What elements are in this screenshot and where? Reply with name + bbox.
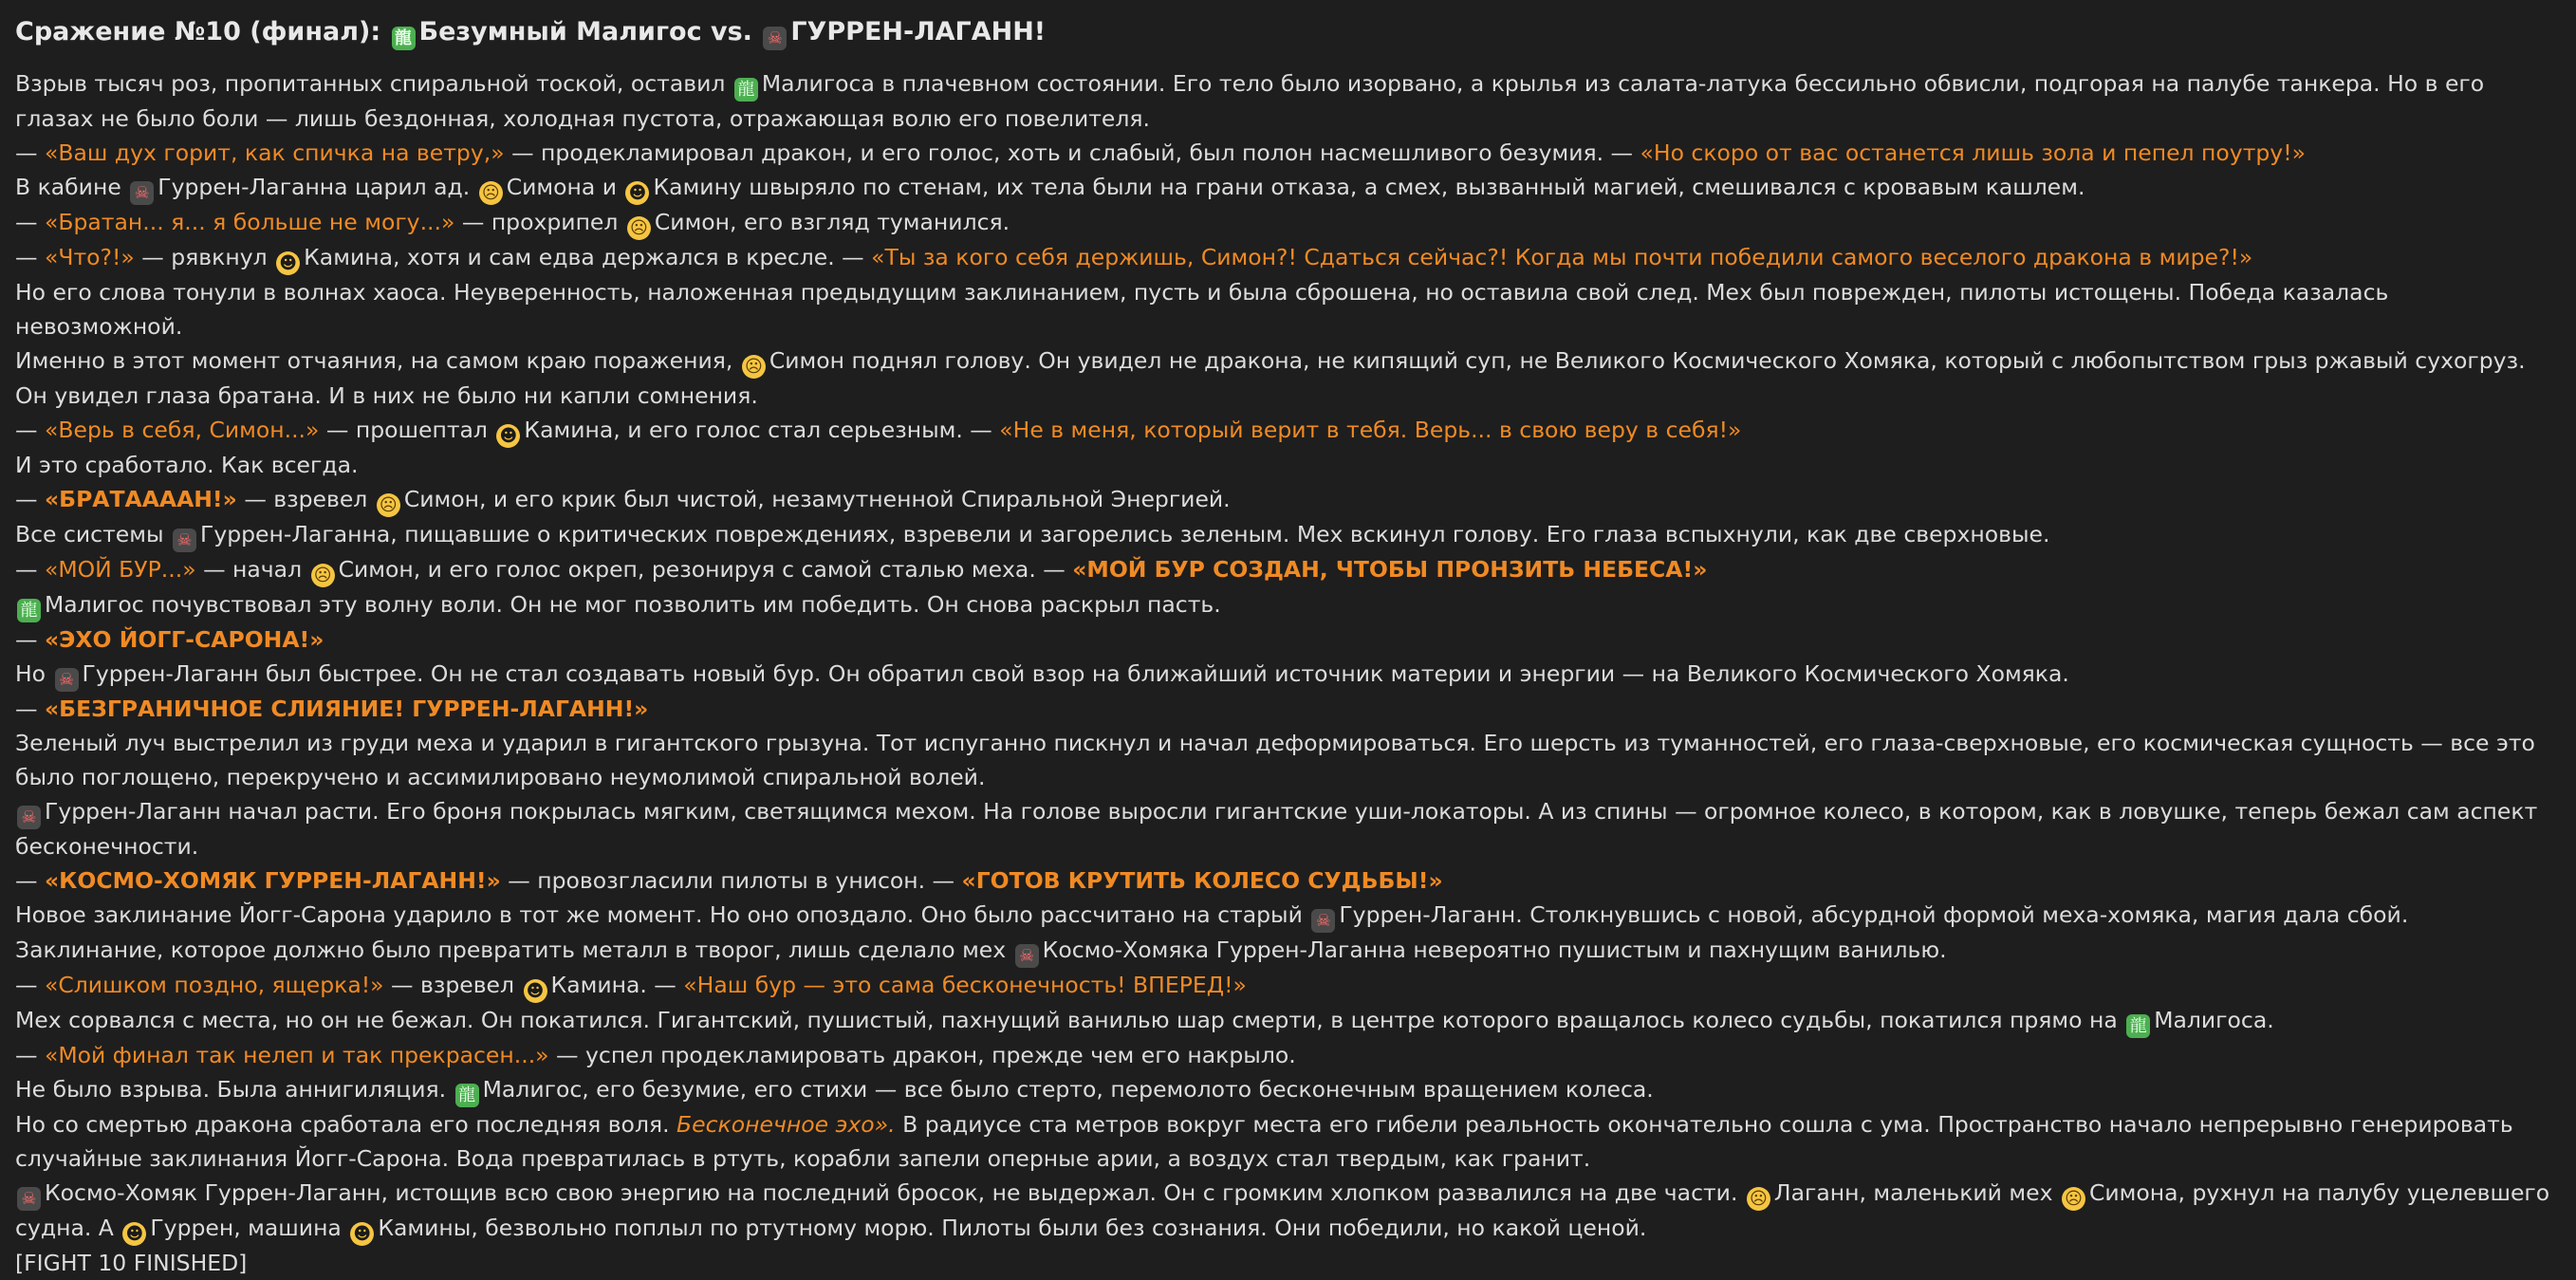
narration-text: Космо-Хомяк Гуррен-Лаганн, истощив всю свою энергию на последний бросок, не выдержал. Он с громким хлопком развалился на две части. [45,1179,1745,1206]
simon-face-icon: ☹ [1747,1187,1770,1211]
mecha-icon: ☠ [763,27,787,50]
dragon-icon: 龍 [455,1084,479,1107]
dragon-icon: 龍 [392,27,416,50]
narration-text: Малигос почувствовал эту волну воли. Он не мог позволить им победить. Он снова раскрыл пасть. [45,591,1221,618]
narration-text: Камины, безвольно поплыл по ртутному морю. Пилоты были без сознания. Они победили, но какой ценой. [378,1215,1647,1241]
kamina-sunglasses-icon: ☻ [276,251,300,275]
narration-text: — [15,139,45,166]
quote-text: Бесконечное эхо». [676,1111,896,1138]
simon-face-icon: ☹ [377,493,400,517]
narration-text: Не было взрыва. Была аннигиляция. [15,1076,454,1103]
story-paragraph [15,413,2561,448]
kamina-sunglasses-icon: ☻ [625,181,649,205]
mecha-icon: ☠ [173,529,196,552]
simon-face-icon: ☹ [627,216,651,240]
mecha-icon: ☠ [17,1187,41,1211]
mecha-icon: ☠ [130,181,154,205]
story-paragraph [15,482,2561,517]
narration-text: В кабине [15,174,129,200]
story-paragraph [15,657,2561,692]
narration-text: Но его слова тонули в волнах хаоса. Неуверенность, наложенная предыдущим заклинанием, пусть и была сброшена, но оставила свой след. Мех был поврежден, пилоты истощены. Победа казалась невозможной. [15,279,2396,340]
dragon-icon: 龍 [17,599,41,622]
story-paragraph [15,968,2561,1003]
narration-text: — [15,486,45,512]
story-paragraph [15,1072,2561,1107]
story-paragraph [15,136,2561,170]
message-body [15,66,2561,1280]
quote-text: «ГОТОВ КРУТИТЬ КОЛЕСО СУДЬБЫ!» [961,867,1443,894]
narration-text: Симон, его взгляд туманился. [654,209,1010,235]
story-paragraph [15,1107,2561,1176]
mecha-icon: ☠ [55,668,79,692]
narration-text: В радиусе ста метров вокруг места его гибели реальность окончательно сошла с ума. Пространство начало непрерывно генерировать случайные заклинания Йогг-Сарона. Вода превратилась в ртуть, корабли запели оперные арии, а воздух стал твердым, как гранит. [15,1111,2521,1172]
narration-text: Малигоса в плачевном состоянии. Его тело было изорвано, а крылья из салата-латука бессильно обвисли, подгорая на палубе танкера. Но в его глазах не было боли — лишь бездонная, холодная пустота, отражающая волю его повелителя. [15,70,2492,132]
quote-text: «Мой финал так нелеп и так прекрасен...» [44,1042,549,1068]
quote-text: «ЭХО ЙОГГ-САРОНА!» [44,626,324,653]
narration-text: ГУРРЕН-ЛАГАНН! [790,17,1047,46]
narration-text: Камина, хотя и сам едва держался в кресле. — [304,244,872,270]
dragon-icon: 龍 [734,78,758,102]
narration-text: Сражение №10 (финал): [15,17,390,46]
narration-text: — [15,244,45,270]
quote-text: «МОЙ БУР СОЗДАН, ЧТОБЫ ПРОНЗИТЬ НЕБЕСА!» [1072,556,1708,583]
quote-text: «Братан... я... я больше не могу...» [44,209,455,235]
story-paragraph [15,1176,2561,1246]
simon-face-icon: ☹ [742,355,766,379]
mecha-icon: ☠ [17,806,41,829]
narration-text: Зеленый луч выстрелил из груди меха и ударил в гигантского грызуна. Тот испуганно пискнул и начал деформироваться. Его шерсть из туманностей, его глаза-сверхновые, его космическая сущность — все это было поглощено, перекручено и ассимилировано неумолимой спиральной волей. [15,730,2543,790]
simon-face-icon: ☹ [479,181,503,205]
quote-text: «Наш бур — это сама бесконечность! ВПЕРЕД!» [683,972,1247,998]
narration-text: Гуррен-Лаганн был быстрее. Он не стал создавать новый бур. Он обратил свой взор на ближайший источник материи и энергии — на Великого Космического Хомяка. [82,660,2069,687]
simon-face-icon: ☹ [311,564,335,587]
narration-text: — [15,867,45,894]
quote-text: «Что?!» [44,244,135,270]
narration-text: Безумный Малигос vs. [418,17,762,46]
story-paragraph [15,1003,2561,1038]
story-paragraph [15,898,2561,968]
narration-text: Мех сорвался с места, но он не бежал. Он покатился. Гигантский, пушистый, пахнущий ванилью шар смерти, в центре которого вращалось колесо судьбы, покатился прямо на [15,1007,2125,1033]
narration-text: — [15,972,45,998]
story-paragraph [15,622,2561,657]
story-paragraph [15,517,2561,552]
narration-text: Малигос, его безумие, его стихи — все было стерто, перемолото бесконечным вращением колеса. [482,1076,1654,1103]
quote-text: «Ваш дух горит, как спичка на ветру,» [44,139,505,166]
narration-text: Но со смертью дракона сработала его последняя воля. [15,1111,677,1138]
kamina-sunglasses-icon: ☻ [524,979,547,1003]
story-paragraph [15,170,2561,205]
narration-text: — прошептал [319,417,495,443]
narration-text: — [15,417,45,443]
story-paragraph [15,552,2561,587]
narration-text: Симон поднял голову. Он увидел не дракона, не кипящий суп, не Великого Космического Хомяка, который с любопытством грыз ржавый сухогруз. Он увидел глаза братана. И в них не было ни капли сомнения. [15,347,2533,409]
narration-text: Камина, и его голос стал серьезным. — [524,417,1000,443]
story-paragraph [15,275,2561,343]
quote-text: «БРАТААААН!» [44,486,237,512]
narration-text: Гуррен-Лаганн. Столкнувшись с новой, абсурдной формой меха-хомяка, магия дала сбой. Заклинание, которое должно было превратить металл в творог, лишь сделало мех [15,901,2416,963]
narration-text: И это сработало. Как всегда. [15,452,359,478]
narration-text: Гуррен-Лаганн начал расти. Его броня покрылась мягким, светящимся мехом. На голове выросли гигантские уши-локаторы. А из спины — огромное колесо, в котором, как в ловушке, теперь бежал сам аспект бесконечности. [15,798,2545,860]
narration-text: — [15,209,45,235]
quote-text: «Ты за кого себя держишь, Симон?! Сдаться сейчас?! Когда мы почти победили самого веселого дракона в мире?!» [871,244,2253,270]
narration-text: [FIGHT 10 FINISHED] [15,1250,248,1276]
quote-text: «БЕЗГРАНИЧНОЕ СЛИЯНИЕ! ГУРРЕН-ЛАГАНН!» [44,696,649,722]
kamina-sunglasses-icon: ☻ [350,1222,374,1246]
story-paragraph [15,692,2561,726]
narration-text: — успел продекламировать дракон, прежде чем его накрыло. [548,1042,1296,1068]
narration-text: Симон, и его голос окреп, резонируя с самой сталью меха. — [338,556,1073,583]
dragon-icon: 龍 [2126,1014,2150,1038]
story-paragraph [15,587,2561,622]
narration-text: — [15,696,45,722]
narration-text: Взрыв тысяч роз, пропитанных спиральной тоской, оставил [15,70,732,97]
story-paragraph [15,66,2561,136]
narration-text: Гуррен-Лаганна, пищавшие о критических повреждениях, взревели и загорелись зеленым. Мех вскинул голову. Его глаза вспыхнули, как две сверхновые. [199,521,2050,547]
fight-title [15,11,2561,53]
narration-text: — начал [195,556,309,583]
kamina-sunglasses-icon: ☻ [122,1222,146,1246]
mecha-icon: ☠ [1015,944,1039,968]
story-paragraph [15,1246,2561,1280]
narration-text: — [15,626,45,653]
narration-text: Гуррен-Лаганна царил ад. [158,174,477,200]
story-paragraph [15,448,2561,482]
narration-text: — [15,1042,45,1068]
narration-text: — провозгласили пилоты в унисон. — [500,867,962,894]
narration-text: Но [15,660,53,687]
story-paragraph [15,726,2561,794]
quote-text: «КОСМО-ХОМЯК ГУРРЕН-ЛАГАНН!» [44,867,501,894]
story-paragraph [15,1038,2561,1072]
narration-text: Камина. — [550,972,684,998]
story-paragraph [15,205,2561,240]
story-paragraph [15,863,2561,898]
narration-text: — прохрипел [454,209,625,235]
narration-text: — [15,556,45,583]
quote-text: «Но скоро от вас останется лишь зола и пепел поутру!» [1640,139,2307,166]
narration-text: — продекламировал дракон, и его голос, хоть и слабый, был полон насмешливого безумия. — [504,139,1640,166]
narration-text: Симон, и его крик был чистой, незамутненной Спиральной Энергией. [403,486,1231,512]
story-paragraph [15,240,2561,275]
quote-text: «Верь в себя, Симон...» [44,417,320,443]
quote-text: «Не в меня, который верит в тебя. Верь... в свою веру в себя!» [999,417,1742,443]
narration-text: Симона и [506,174,624,200]
narration-text: — рявкнул [134,244,275,270]
quote-text: «МОЙ БУР...» [44,556,196,583]
simon-face-icon: ☹ [2062,1187,2085,1211]
narration-text: Лаганн, маленький мех [1773,1179,2060,1206]
narration-text: Гуррен, машина [150,1215,349,1241]
narration-text: Именно в этот момент отчаяния, на самом краю поражения, [15,347,740,374]
narration-text: — взревел [236,486,375,512]
narration-text: Камину швыряло по стенам, их тела были на грани отказа, а смех, вызванный магией, смешивался с кровавым кашлем. [653,174,2085,200]
narration-text: Все системы [15,521,171,547]
narration-text: — взревел [383,972,522,998]
mecha-icon: ☠ [1311,909,1335,933]
narration-text: Космо-Хомяка Гуррен-Лаганна невероятно пушистым и пахнущим ванилью. [1042,937,1947,963]
narration-text: Малигоса. [2154,1007,2274,1033]
kamina-sunglasses-icon: ☻ [496,424,520,448]
quote-text: «Слишком поздно, ящерка!» [44,972,384,998]
story-paragraph [15,794,2561,863]
narration-text: Симона, рухнул на палубу уцелевшего судна. А [15,1179,2557,1241]
story-paragraph [15,343,2561,413]
narration-text: Новое заклинание Йогг-Сарона ударило в тот же момент. Но оно опоздало. Оно было рассчитано на старый [15,901,1310,928]
